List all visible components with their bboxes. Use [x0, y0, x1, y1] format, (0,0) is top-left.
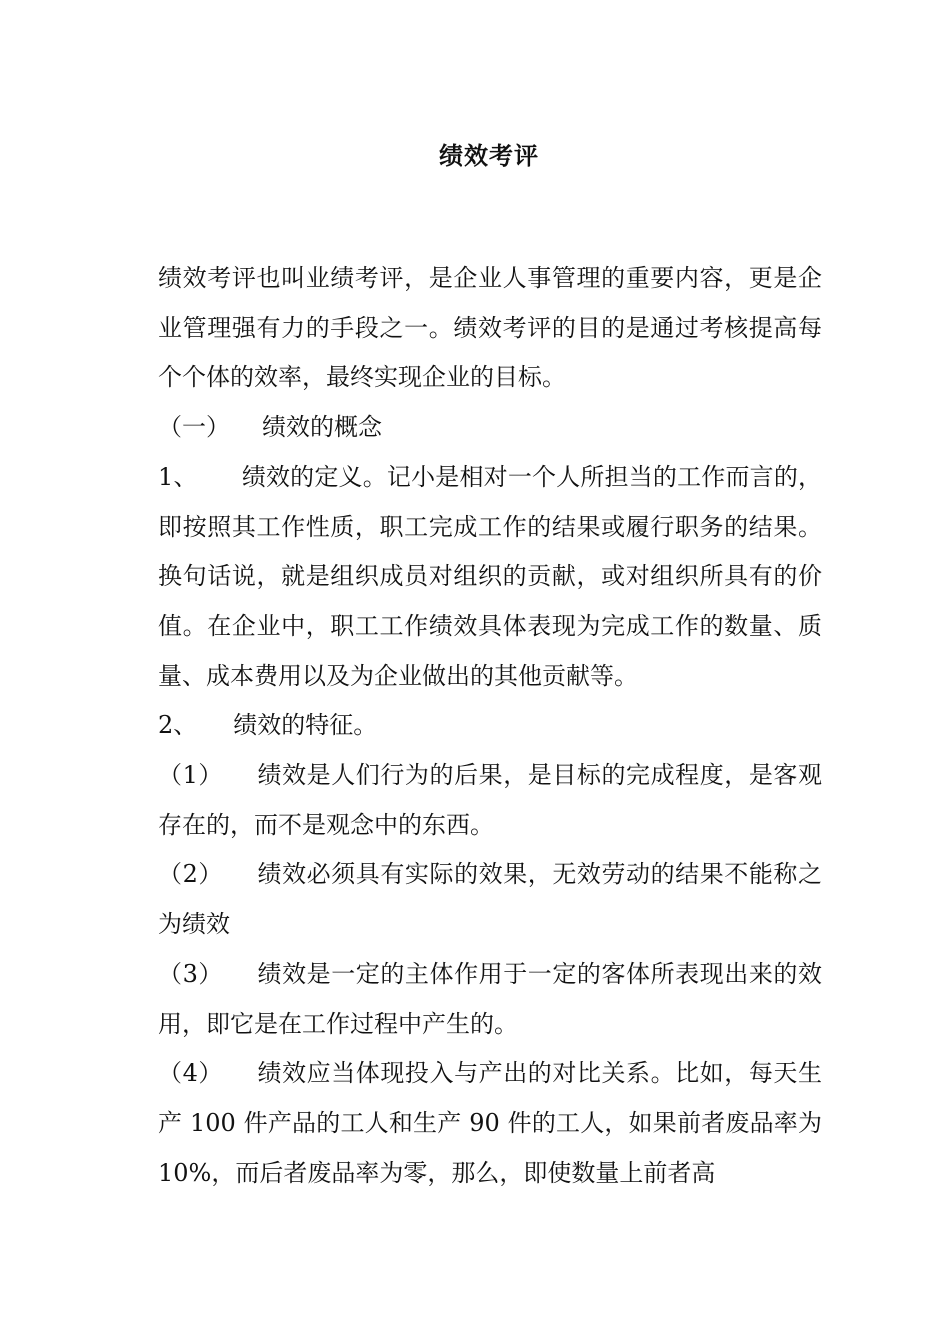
- item-number: 1、: [158, 462, 198, 491]
- feature-label: （4）: [158, 1059, 223, 1088]
- item-text: 绩效的特征。: [233, 711, 378, 740]
- document-title: 绩效考评: [439, 141, 539, 170]
- feature-item: [158, 850, 822, 949]
- feature-item: [158, 751, 822, 850]
- item-number: 2、: [158, 711, 198, 740]
- feature-text: 绩效是人们行为的后果，是目标的完成程度，是客观存在的，而不是观念中的东西。: [158, 761, 822, 839]
- feature-text: 绩效必须具有实际的效果，无效劳动的结果不能称之为绩效: [158, 860, 822, 939]
- feature-label: （2）: [158, 860, 223, 889]
- section-heading-text: 绩效的概念: [262, 413, 382, 442]
- section-heading: [158, 403, 822, 453]
- feature-label: （1）: [158, 761, 223, 790]
- feature-item: [158, 1049, 822, 1198]
- intro-paragraph: 绩效考评也叫业绩考评，是企业人事管理的重要内容，更是企业管理强有力的手段之一。绩效考评的目的是通过考核提高每个个体的效率，最终实现企业的目标。: [158, 264, 822, 392]
- section-label: （一）: [158, 413, 230, 442]
- feature-text: 绩效应当体现投入与产出的对比关系。比如，每天生产 100 件产品的工人和生产 90 件的工人，如果前者废品率为 10%，而后者废品率为零，那么，即使数量上前者高: [158, 1059, 822, 1187]
- feature-label: （3）: [158, 959, 223, 988]
- feature-text: 绩效是一定的主体作用于一定的客体所表现出来的效用，即它是在工作过程中产生的。: [158, 959, 822, 1038]
- document-body: [158, 254, 822, 1198]
- item-definition: [158, 453, 822, 702]
- item-characteristics: [158, 701, 822, 751]
- item-text: 绩效的定义。记小是相对一个人所担当的工作而言的，即按照其工作性质，职工完成工作的结果或履行职务的结果。换句话说，就是组织成员对组织的贡献，或对组织所具有的价值。在企业中，职工工作绩效具体表现为完成工作的数量、质量、成本费用以及为企业做出的其他贡献等。: [158, 462, 822, 690]
- feature-item: [158, 950, 822, 1049]
